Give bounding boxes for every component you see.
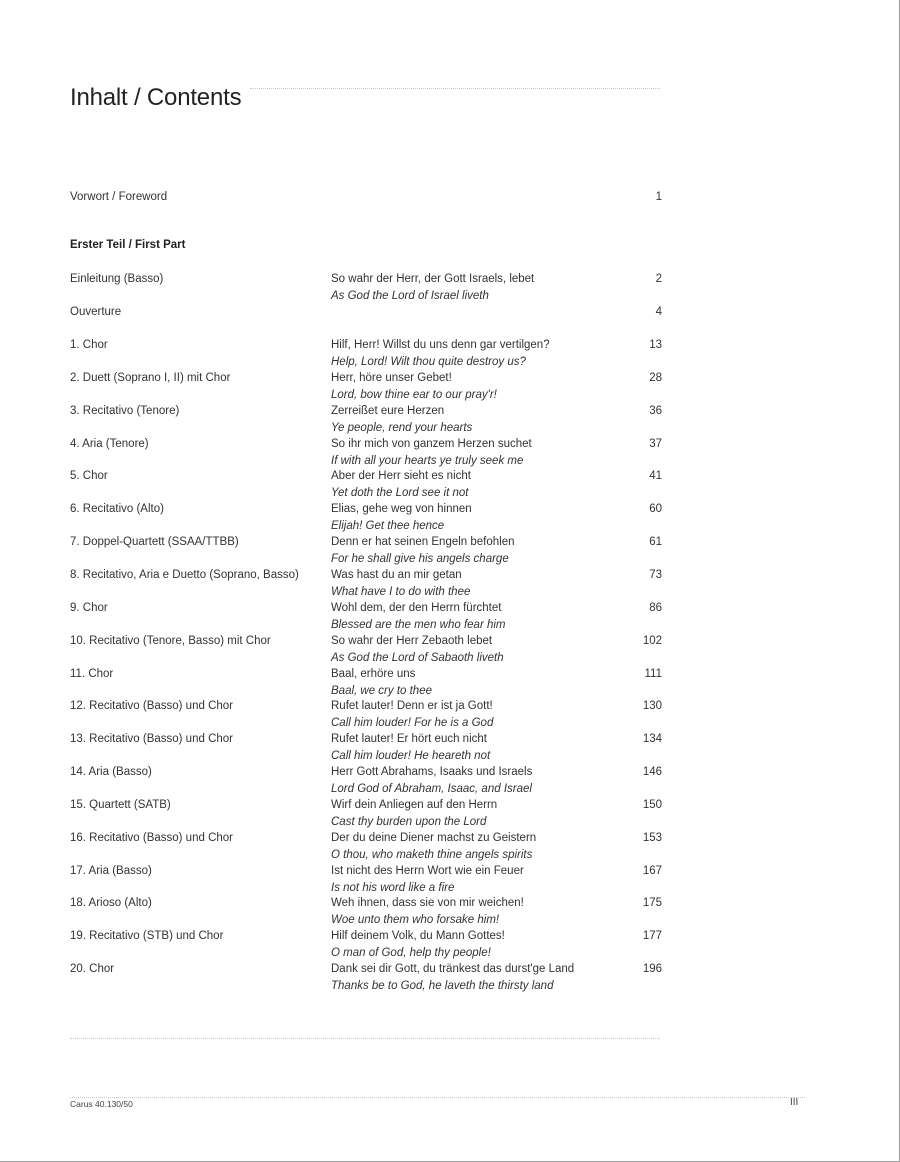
entry-text — [331, 928, 505, 961]
entry-german-title: Dank sei dir Gott, du tränkest das durst'ge Land — [331, 963, 575, 975]
entry-text — [331, 764, 532, 797]
footer-catalog: Carus 40.130/50 — [70, 1099, 133, 1109]
entry-page-number: 13 — [649, 339, 662, 351]
entry-label: 4. Aria (Tenore) — [70, 438, 149, 450]
entry-german-title: Denn er hat seinen Engeln befohlen — [331, 536, 515, 548]
entry-page-number: 86 — [649, 602, 662, 614]
entry-english-title: As God the Lord of Israel liveth — [331, 289, 489, 302]
entry-german-title: Herr, höre unser Gebet! — [331, 372, 452, 384]
entry-page-number: 73 — [649, 569, 662, 581]
entry-german-title: Zerreißet eure Herzen — [331, 405, 445, 417]
entry-german-title: Der du deine Diener machst zu Geistern — [331, 832, 537, 844]
entry-label: 7. Doppel-Quartett (SSAA/TTBB) — [70, 536, 239, 548]
entry-english-title: Lord, bow thine ear to our pray'r! — [331, 388, 497, 401]
entry-english-title: Woe unto them who forsake him! — [331, 913, 500, 926]
entry-text — [331, 468, 471, 501]
entry-english-title: Call him louder! For he is a God — [331, 716, 494, 729]
entry-text — [331, 698, 493, 731]
footer-rule — [70, 1097, 805, 1098]
entry-page-number: 196 — [642, 963, 662, 975]
entry-english-title: Blessed are the men who fear him — [331, 618, 506, 631]
entry-page-number: 4 — [655, 306, 662, 318]
entry-german-title: Rufet lauter! Denn er ist ja Gott! — [331, 700, 493, 712]
entry-english-title: As God the Lord of Sabaoth liveth — [331, 651, 504, 664]
entry-label: 18. Arioso (Alto) — [70, 897, 152, 909]
entry-text — [331, 501, 472, 534]
entry-page-number: 146 — [642, 766, 662, 778]
entry-page-number: 41 — [649, 470, 662, 482]
entry-label: 10. Recitativo (Tenore, Basso) mit Chor — [70, 635, 271, 647]
entry-page-number: 28 — [649, 372, 662, 384]
entry-english-title: Baal, we cry to thee — [331, 684, 432, 697]
entry-english-title: If with all your hearts ye truly seek me — [331, 454, 524, 467]
entry-text — [331, 961, 574, 994]
page-title: Inhalt / Contents — [70, 84, 242, 111]
entry-german-title: Elias, gehe weg von hinnen — [331, 503, 472, 515]
entry-label: 11. Chor — [70, 668, 114, 680]
entry-text — [331, 534, 515, 567]
entry-label: 6. Recitativo (Alto) — [70, 503, 164, 515]
entry-label: 12. Recitativo (Basso) und Chor — [70, 700, 233, 712]
entry-english-title: O man of God, help thy people! — [331, 946, 491, 959]
entry-page-number: 167 — [642, 865, 662, 877]
entry-text — [331, 271, 534, 304]
entry-english-title: For he shall give his angels charge — [331, 552, 509, 565]
entry-german-title: Hilf, Herr! Willst du uns denn gar vertilgen? — [331, 339, 550, 351]
entry-text — [331, 666, 432, 699]
entry-page-number: 102 — [642, 635, 662, 647]
entry-page-number: 175 — [642, 897, 662, 909]
foreword-label: Vorwort / Foreword — [70, 191, 168, 203]
entry-label: 5. Chor — [70, 470, 108, 482]
entry-text — [331, 895, 524, 928]
entry-german-title: Rufet lauter! Er hört euch nicht — [331, 733, 487, 745]
entry-text — [331, 863, 524, 896]
entry-label: 19. Recitativo (STB) und Chor — [70, 930, 224, 942]
entry-page-number: 37 — [649, 438, 662, 450]
footer-page-number: III — [790, 1097, 799, 1108]
entry-page-number: 150 — [642, 799, 662, 811]
entry-page-number: 60 — [649, 503, 662, 515]
entry-english-title: Elijah! Get thee hence — [331, 519, 445, 532]
entry-label: Ouverture — [70, 306, 122, 318]
entry-german-title: Wirf dein Anliegen auf den Herrn — [331, 799, 498, 811]
entry-german-title: Hilf deinem Volk, du Mann Gottes! — [331, 930, 505, 942]
entry-text — [331, 731, 490, 764]
entry-label: 2. Duett (Soprano I, II) mit Chor — [70, 372, 231, 384]
entry-text — [331, 633, 504, 666]
entry-text — [331, 797, 497, 830]
entry-page-number: 61 — [649, 536, 662, 548]
entry-english-title: O thou, who maketh thine angels spirits — [331, 848, 533, 861]
entry-page-number: 153 — [642, 832, 662, 844]
header-rule — [250, 88, 660, 89]
entry-german-title: Herr Gott Abrahams, Isaaks und Israels — [331, 766, 533, 778]
entry-text — [331, 600, 506, 633]
entry-page-number: 111 — [644, 668, 662, 680]
entry-german-title: So ihr mich von ganzem Herzen suchet — [331, 438, 532, 450]
entry-text — [331, 830, 536, 863]
entry-label: 3. Recitativo (Tenore) — [70, 405, 180, 417]
entry-german-title: So wahr der Herr Zebaoth lebet — [331, 635, 493, 647]
entry-english-title: Cast thy burden upon the Lord — [331, 815, 487, 828]
entry-german-title: Was hast du an mir getan — [331, 569, 462, 581]
entry-german-title: Weh ihnen, dass sie von mir weichen! — [331, 897, 524, 909]
entry-english-title: Call him louder! He heareth not — [331, 749, 491, 762]
entry-label: 17. Aria (Basso) — [70, 865, 152, 877]
entry-german-title: So wahr der Herr, der Gott Israels, lebet — [331, 273, 535, 285]
entry-text — [331, 337, 550, 370]
entry-page-number: 134 — [642, 733, 662, 745]
entry-label: 9. Chor — [70, 602, 108, 614]
section-heading: Erster Teil / First Part — [70, 239, 186, 251]
entry-german-title: Baal, erhöre uns — [331, 668, 416, 680]
entry-german-title: Ist nicht des Herrn Wort wie ein Feuer — [331, 865, 524, 877]
entry-english-title: Thanks be to God, he laveth the thirsty land — [331, 979, 554, 992]
entry-label: 15. Quartett (SATB) — [70, 799, 171, 811]
entry-label: 14. Aria (Basso) — [70, 766, 152, 778]
entry-label: Einleitung (Basso) — [70, 273, 164, 285]
entry-label: 16. Recitativo (Basso) und Chor — [70, 832, 233, 844]
bottom-rule — [70, 1038, 660, 1039]
entry-label: 20. Chor — [70, 963, 115, 975]
entry-label: 13. Recitativo (Basso) und Chor — [70, 733, 233, 745]
entry-english-title: Lord God of Abraham, Isaac, and Israel — [331, 782, 532, 795]
entry-english-title: Is not his word like a fire — [331, 881, 455, 894]
entry-page-number: 130 — [642, 700, 662, 712]
entry-english-title: Yet doth the Lord see it not — [331, 486, 469, 499]
entry-label: 8. Recitativo, Aria e Duetto (Soprano, Basso) — [70, 569, 299, 581]
entry-text — [331, 436, 532, 469]
entry-german-title: Wohl dem, der den Herrn fürchtet — [331, 602, 502, 614]
entry-text — [331, 403, 472, 436]
entry-page-number: 177 — [642, 930, 662, 942]
entry-english-title: Ye people, rend your hearts — [331, 421, 473, 434]
entry-page-number: 2 — [655, 273, 662, 285]
entry-text — [331, 567, 470, 600]
entry-text — [331, 370, 497, 403]
foreword-page: 1 — [655, 191, 662, 203]
entry-english-title: Help, Lord! Wilt thou quite destroy us? — [331, 355, 526, 368]
entry-english-title: What have I to do with thee — [331, 585, 471, 598]
entry-page-number: 36 — [649, 405, 662, 417]
entry-label: 1. Chor — [70, 339, 108, 351]
entry-german-title: Aber der Herr sieht es nicht — [331, 470, 471, 482]
